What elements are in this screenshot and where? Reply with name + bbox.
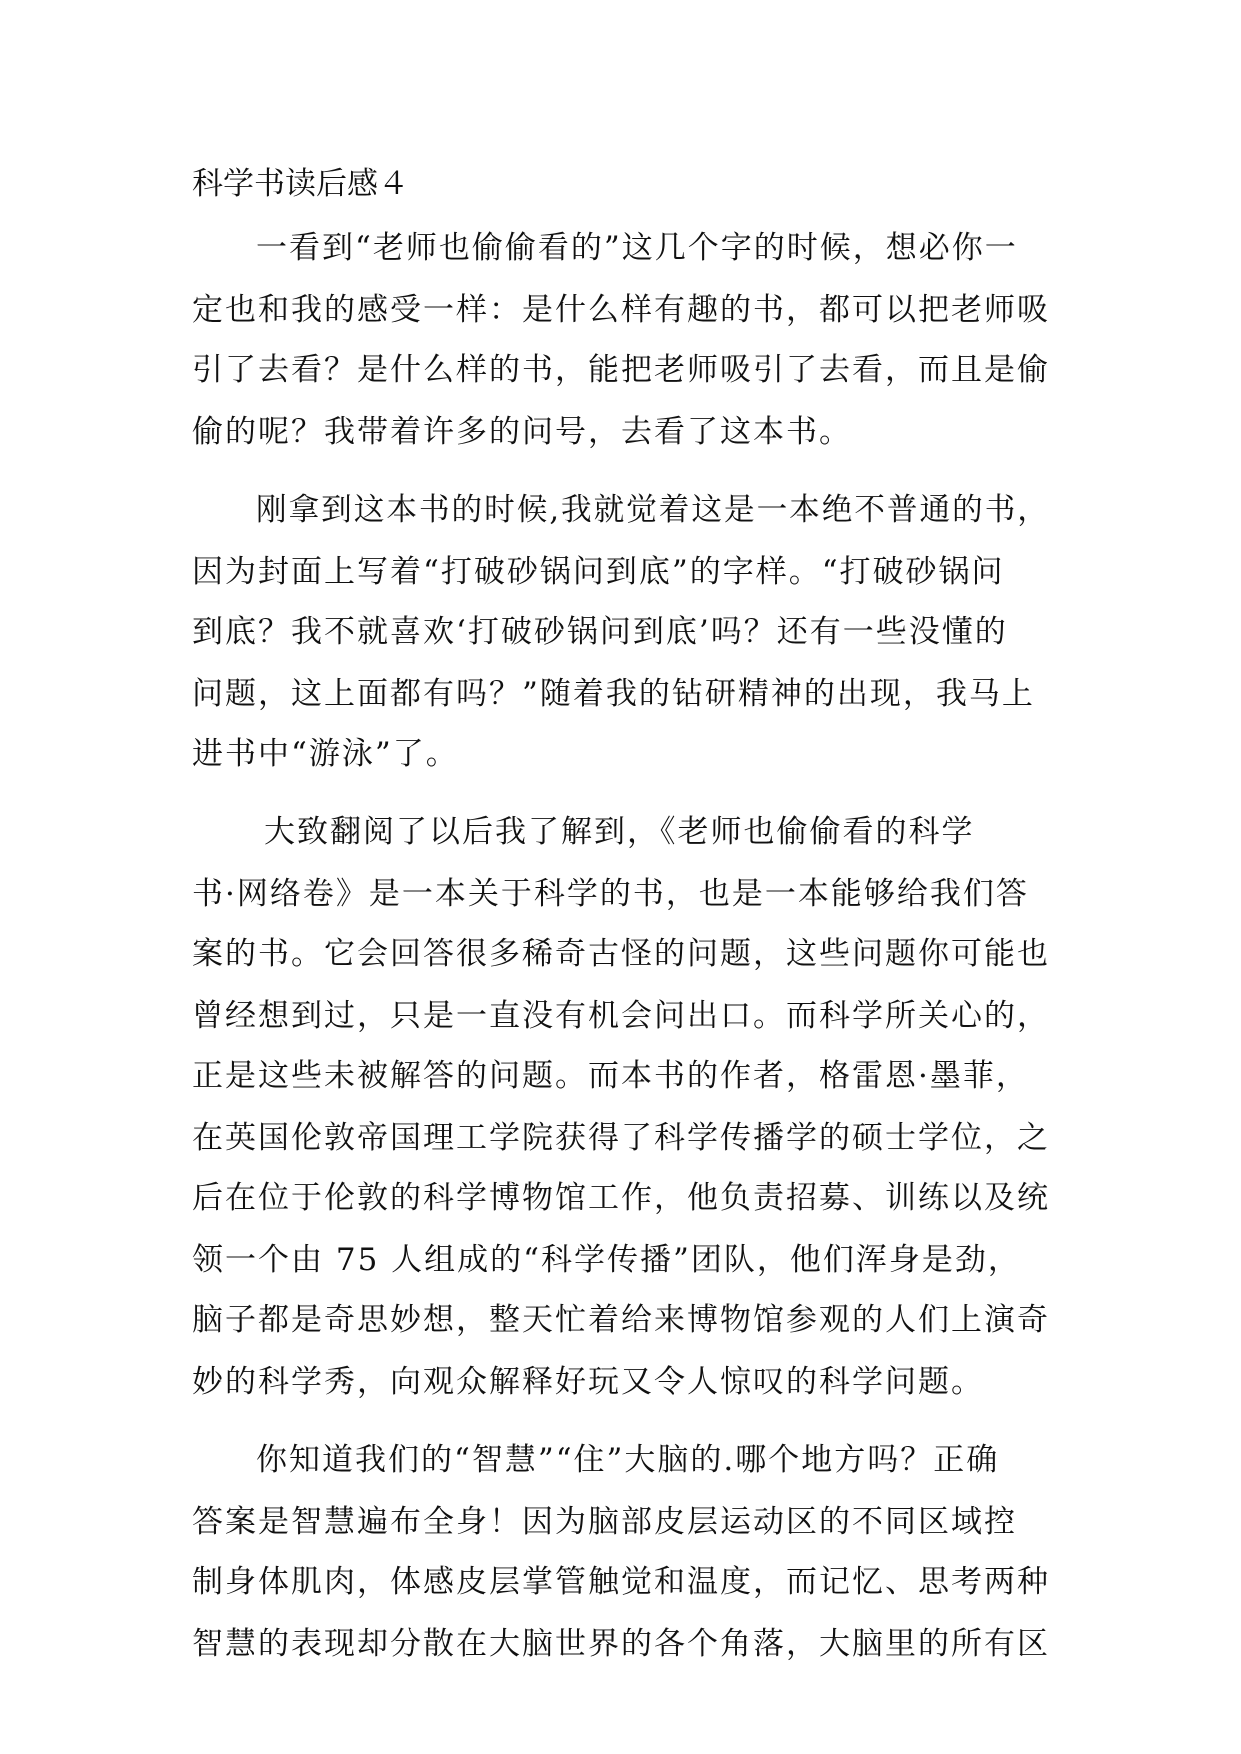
paragraph-4-line-2: 答案是智慧遍布全身！因为脑部皮层运动区的不同区域控 bbox=[192, 1504, 1017, 1540]
paragraph-3-line-9: 脑子都是奇思妙想，整天忙着给来博物馆参观的人们上演奇 bbox=[192, 1302, 1050, 1338]
paragraph-3-line-1: 大致翻阅了以后我了解到，《老师也偷偷看的科学 bbox=[264, 814, 975, 850]
paragraph-3-line-7: 后在位于伦敦的科学博物馆工作，他负责招募、训练以及统 bbox=[192, 1180, 1050, 1216]
document-title: 科学书读后感４ bbox=[192, 166, 409, 202]
paragraph-3-line-3: 案的书。它会回答很多稀奇古怪的问题，这些问题你可能也 bbox=[192, 936, 1050, 972]
paragraph-2-line-5: 进书中“游泳”了。 bbox=[192, 736, 459, 772]
paragraph-2-line-3: 到底？我不就喜欢‘打破砂锅问到底’吗？还有一些没懂的 bbox=[192, 614, 1008, 650]
paragraph-2-line-2: 因为封面上写着“打破砂锅问到底”的字样。“打破砂锅问 bbox=[192, 554, 1005, 590]
paragraph-2-line-4: 问题，这上面都有吗？”随着我的钻研精神的出现，我马上 bbox=[192, 676, 1035, 712]
paragraph-3-line-10: 妙的科学秀，向观众解释好玩又令人惊叹的科学问题。 bbox=[192, 1364, 984, 1400]
paragraph-1-line-4: 偷的呢？我带着许多的问号，去看了这本书。 bbox=[192, 414, 852, 450]
paragraph-4-line-1: 你知道我们的“智慧”“住”大脑的.哪个地方吗？正确 bbox=[256, 1442, 1000, 1478]
paragraph-4-line-4: 智慧的表现却分散在大脑世界的各个角落，大脑里的所有区 bbox=[192, 1626, 1050, 1662]
paragraph-1-line-2: 定也和我的感受一样：是什么样有趣的书，都可以把老师吸 bbox=[192, 292, 1050, 328]
paragraph-2-line-1: 刚拿到这本书的时候,我就觉着这是一本绝不普通的书， bbox=[256, 492, 1050, 528]
paragraph-1-line-1: 一看到“老师也偷偷看的”这几个字的时候，想必你一 bbox=[256, 230, 1018, 266]
paragraph-3-line-6: 在英国伦敦帝国理工学院获得了科学传播学的硕士学位，之 bbox=[192, 1120, 1050, 1156]
paragraph-3-line-5: 正是这些未被解答的问题。而本书的作者，格雷恩·墨菲， bbox=[192, 1058, 1029, 1094]
paragraph-4-line-3: 制身体肌肉，体感皮层掌管触觉和温度，而记忆、思考两种 bbox=[192, 1564, 1050, 1600]
paragraph-1-line-3: 引了去看？是什么样的书，能把老师吸引了去看，而且是偷 bbox=[192, 352, 1050, 388]
paragraph-3-line-4: 曾经想到过，只是一直没有机会问出口。而科学所关心的， bbox=[192, 998, 1050, 1034]
paragraph-3-line-8: 领一个由 75 人组成的“科学传播”团队，他们浑身是劲， bbox=[192, 1242, 1021, 1278]
paragraph-3-line-2: 书·网络卷》是一本关于科学的书，也是一本能够给我们答 bbox=[192, 876, 1029, 912]
